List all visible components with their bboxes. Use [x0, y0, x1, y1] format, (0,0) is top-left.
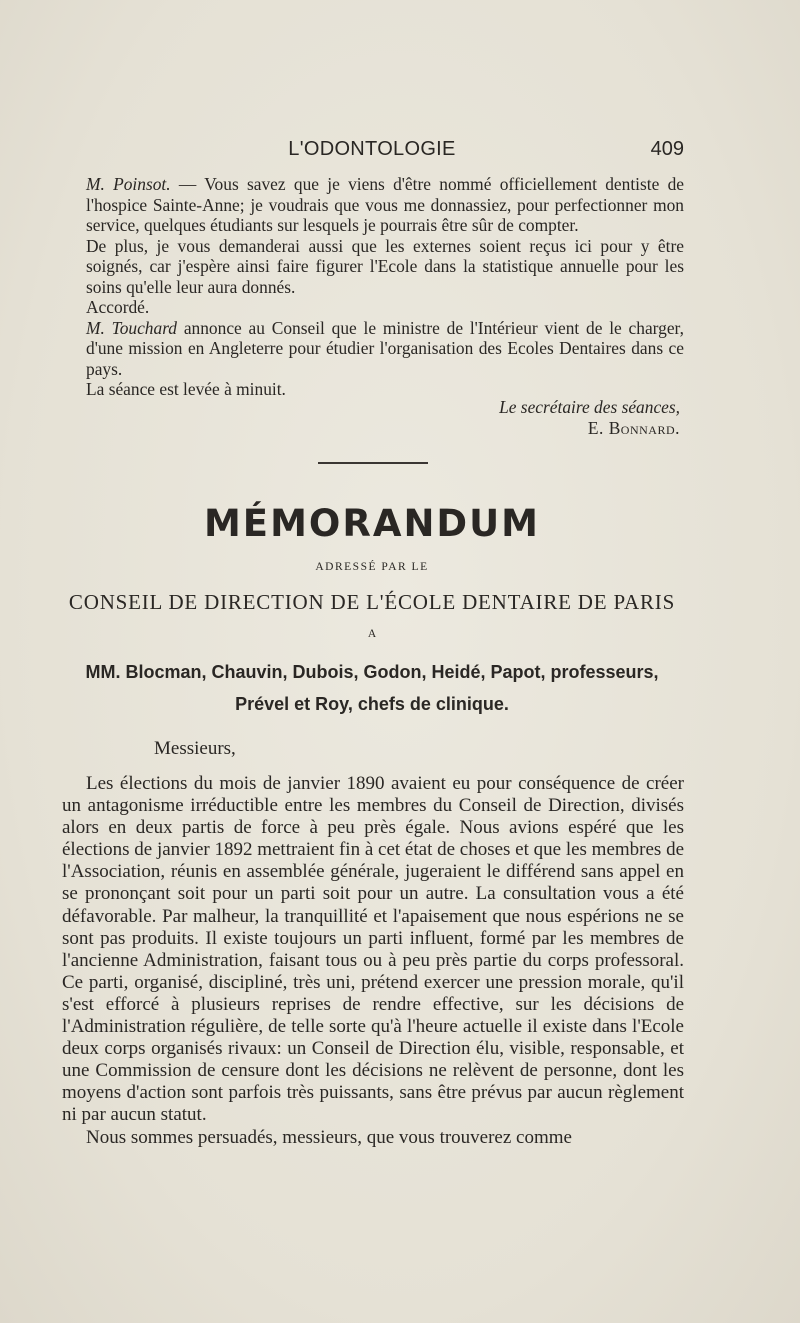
speaker-name: M. Poinsot.	[86, 174, 171, 194]
meeting-minutes	[86, 174, 684, 400]
minutes-paragraph: La séance est levée à minuit.	[86, 379, 286, 399]
page-header	[60, 138, 684, 166]
recipients	[60, 656, 684, 720]
letter-body	[62, 773, 684, 1149]
salutation: Messieurs,	[154, 738, 236, 759]
council-name: CONSEIL DE DIRECTION DE L'ÉCOLE DENTAIRE DE PARIS	[68, 590, 676, 614]
recipients-line: MM. Blocman, Chauvin, Dubois, Godon, Heidé, Papot, professeurs,	[85, 662, 659, 682]
minutes-paragraph	[86, 318, 684, 380]
minutes-paragraph: Accordé.	[86, 297, 150, 317]
addressed-by: ADRESSÉ PAR LE	[315, 561, 429, 573]
signature-name: E. Bonnard.	[587, 418, 680, 438]
minutes-paragraph: De plus, je vous demanderai aussi que les externes soient reçus ici pour y être soignés, car j'espère ainsi faire figurer l'Ecole dans la statistique annuelle pour les soins qu'elle leur aura donnés.	[86, 235, 684, 297]
body-paragraph: Nous sommes persuadés, messieurs, que vous trouverez comme	[86, 1126, 572, 1148]
body-paragraph: Les élections du mois de janvier 1890 avaient eu pour conséquence de créer un antagonisme irréductible entre les membres du Conseil de Direction, divisés alors en deux partis de force à peu près égale. Nous avions espéré que les élections de janvier 1892 mettraient fin à cet état de choses et que les membres de l'Association, réunis en assemblée générale, jugeraient le différend sans appel en se prononçant soit pour un parti soit pour un autre. La consultation vous a été défavorable. Par malheur, la tranquillité et l'apaisement que nous espérions ne se sont pas produits. Il existe toujours un parti influent, formé par les membres de l'ancienne Administration, faisant tous ou à peu près partie du corps professoral. Ce parti, organisé, discipliné, très uni, prétend exercer une pression morale, qu'il s'est efforcé à plusieurs reprises de rendre effective, sur les décisions de l'Administration régulière, de telle sorte qu'à l'heure actuelle il existe dans l'Ecole deux corps organisés rivaux: un Conseil de Direction élu, visible, responsable, et une Commission de censure dont les décisions ne relèvent de personne, dont les moyens d'action sont parfois très puissants, sans être prévus par aucun règlement ni par aucun statut.	[62, 773, 685, 1126]
paragraph-text: annonce au Conseil que le ministre de l'Intérieur vient de le charger, d'une mission en Angleterre pour étudier l'organisation des Ecoles Dentaires dans ce pays.	[86, 317, 685, 379]
section-divider	[318, 462, 428, 464]
page-number: 409	[650, 138, 684, 160]
signature-role: Le secrétaire des séances,	[499, 397, 680, 417]
recipients-line: Prével et Roy, chefs de clinique.	[235, 694, 509, 714]
speaker-name: M. Touchard	[86, 317, 178, 338]
paragraph-text: — Vous savez que je viens d'être nommé officiellement dentiste de l'hospice Sainte-Anne; je voudrais que vous me donnassiez, pour perfectionner mon service, quelques étudiants sur lesquels je pourrais être sûr de compter.	[86, 174, 684, 235]
minutes-paragraph	[86, 174, 684, 236]
preposition: A	[367, 628, 377, 640]
memorandum-title: MÉMORANDUM	[203, 502, 541, 545]
running-title: L'ODONTOLOGIE	[288, 138, 456, 160]
